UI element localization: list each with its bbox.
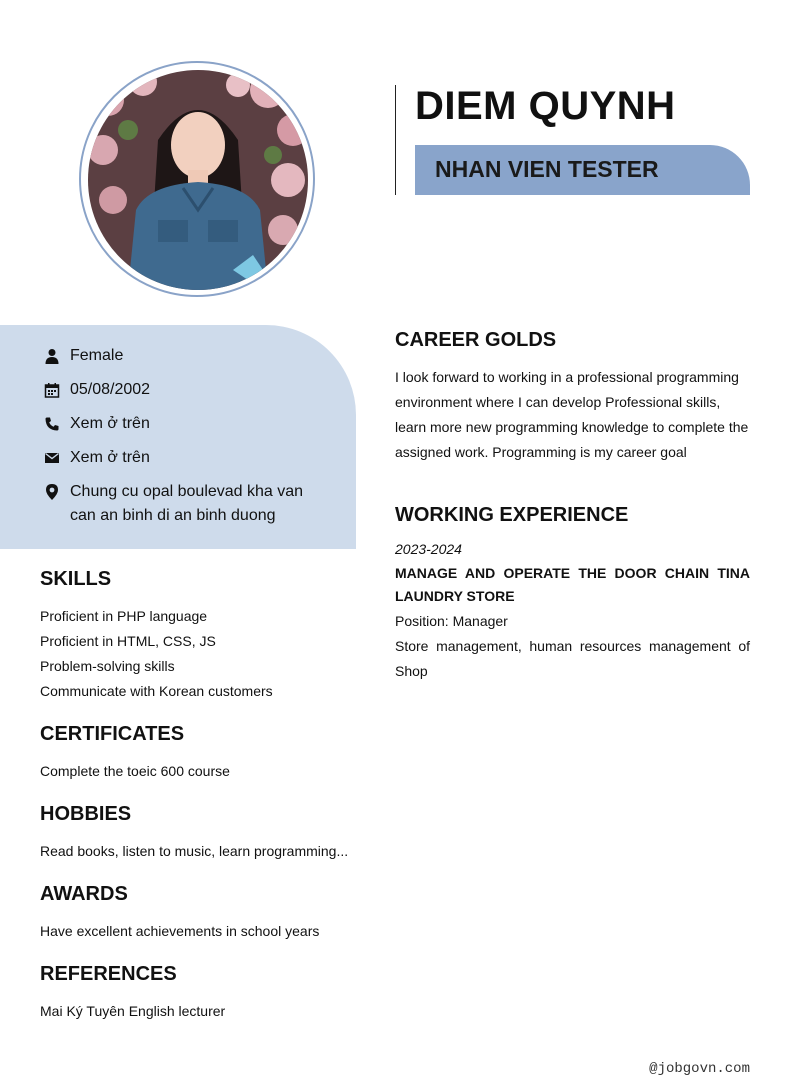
career-goals-text: I look forward to working in a professional programming environment where I can develop Professional skills, learn more new programming knowledge to complete the assigned work. Programming is my career goal bbox=[395, 369, 749, 460]
skills-heading: SKILLS bbox=[40, 568, 112, 590]
references-heading: REFERENCES bbox=[40, 963, 177, 985]
experience-years: 2023-2024 bbox=[395, 541, 462, 557]
contact-address bbox=[42, 480, 332, 528]
awards-text: Have excellent achievements in school years bbox=[40, 923, 320, 939]
awards-heading: AWARDS bbox=[40, 883, 128, 905]
job-title: NHAN VIEN TESTER bbox=[435, 156, 659, 182]
address-line-2: can an binh di an binh duong bbox=[70, 507, 276, 524]
career-goals-heading: CAREER GOLDS bbox=[395, 329, 557, 351]
experience-company: MANAGE AND OPERATE THE DOOR CHAIN TINA LAUNDRY STORE bbox=[395, 565, 750, 604]
skill-item: Problem-solving skills bbox=[40, 658, 175, 674]
candidate-name: DIEM QUYNH bbox=[415, 84, 676, 128]
experience-heading: WORKING EXPERIENCE bbox=[395, 504, 629, 526]
email-text: Xem ở trên bbox=[70, 449, 150, 466]
address-line-1: Chung cu opal boulevad kha van bbox=[70, 483, 304, 500]
contact-gender bbox=[42, 344, 332, 368]
skill-item: Proficient in HTML, CSS, JS bbox=[40, 633, 216, 649]
envelope-icon bbox=[42, 446, 62, 470]
gender-text: Female bbox=[70, 347, 124, 364]
references-text: Mai Ký Tuyên English lecturer bbox=[40, 1003, 226, 1019]
calendar-icon bbox=[42, 378, 62, 402]
skill-item: Proficient in PHP language bbox=[40, 608, 208, 624]
hobbies-heading: HOBBIES bbox=[40, 803, 132, 825]
phone-text: Xem ở trên bbox=[70, 415, 150, 432]
avatar bbox=[88, 70, 308, 290]
contact-birthday bbox=[42, 378, 332, 402]
certificates-text: Complete the toeic 600 course bbox=[40, 763, 230, 779]
job-title-banner bbox=[415, 145, 750, 195]
location-pin-icon bbox=[42, 480, 62, 504]
contact-phone bbox=[42, 412, 332, 436]
phone-icon bbox=[42, 412, 62, 436]
hobbies-text: Read books, listen to music, learn programming... bbox=[40, 843, 349, 859]
experience-description: Store management, human resources management of Shop bbox=[395, 638, 750, 679]
address-text bbox=[70, 480, 303, 528]
name-divider bbox=[395, 85, 396, 195]
certificates-heading: CERTIFICATES bbox=[40, 723, 185, 745]
experience-position: Position: Manager bbox=[395, 613, 508, 629]
contact-email bbox=[42, 446, 332, 470]
watermark: @jobgovn.com bbox=[649, 1061, 750, 1077]
birthday-text: 05/08/2002 bbox=[70, 381, 151, 398]
person-icon bbox=[42, 344, 62, 368]
skill-item: Communicate with Korean customers bbox=[40, 683, 273, 699]
